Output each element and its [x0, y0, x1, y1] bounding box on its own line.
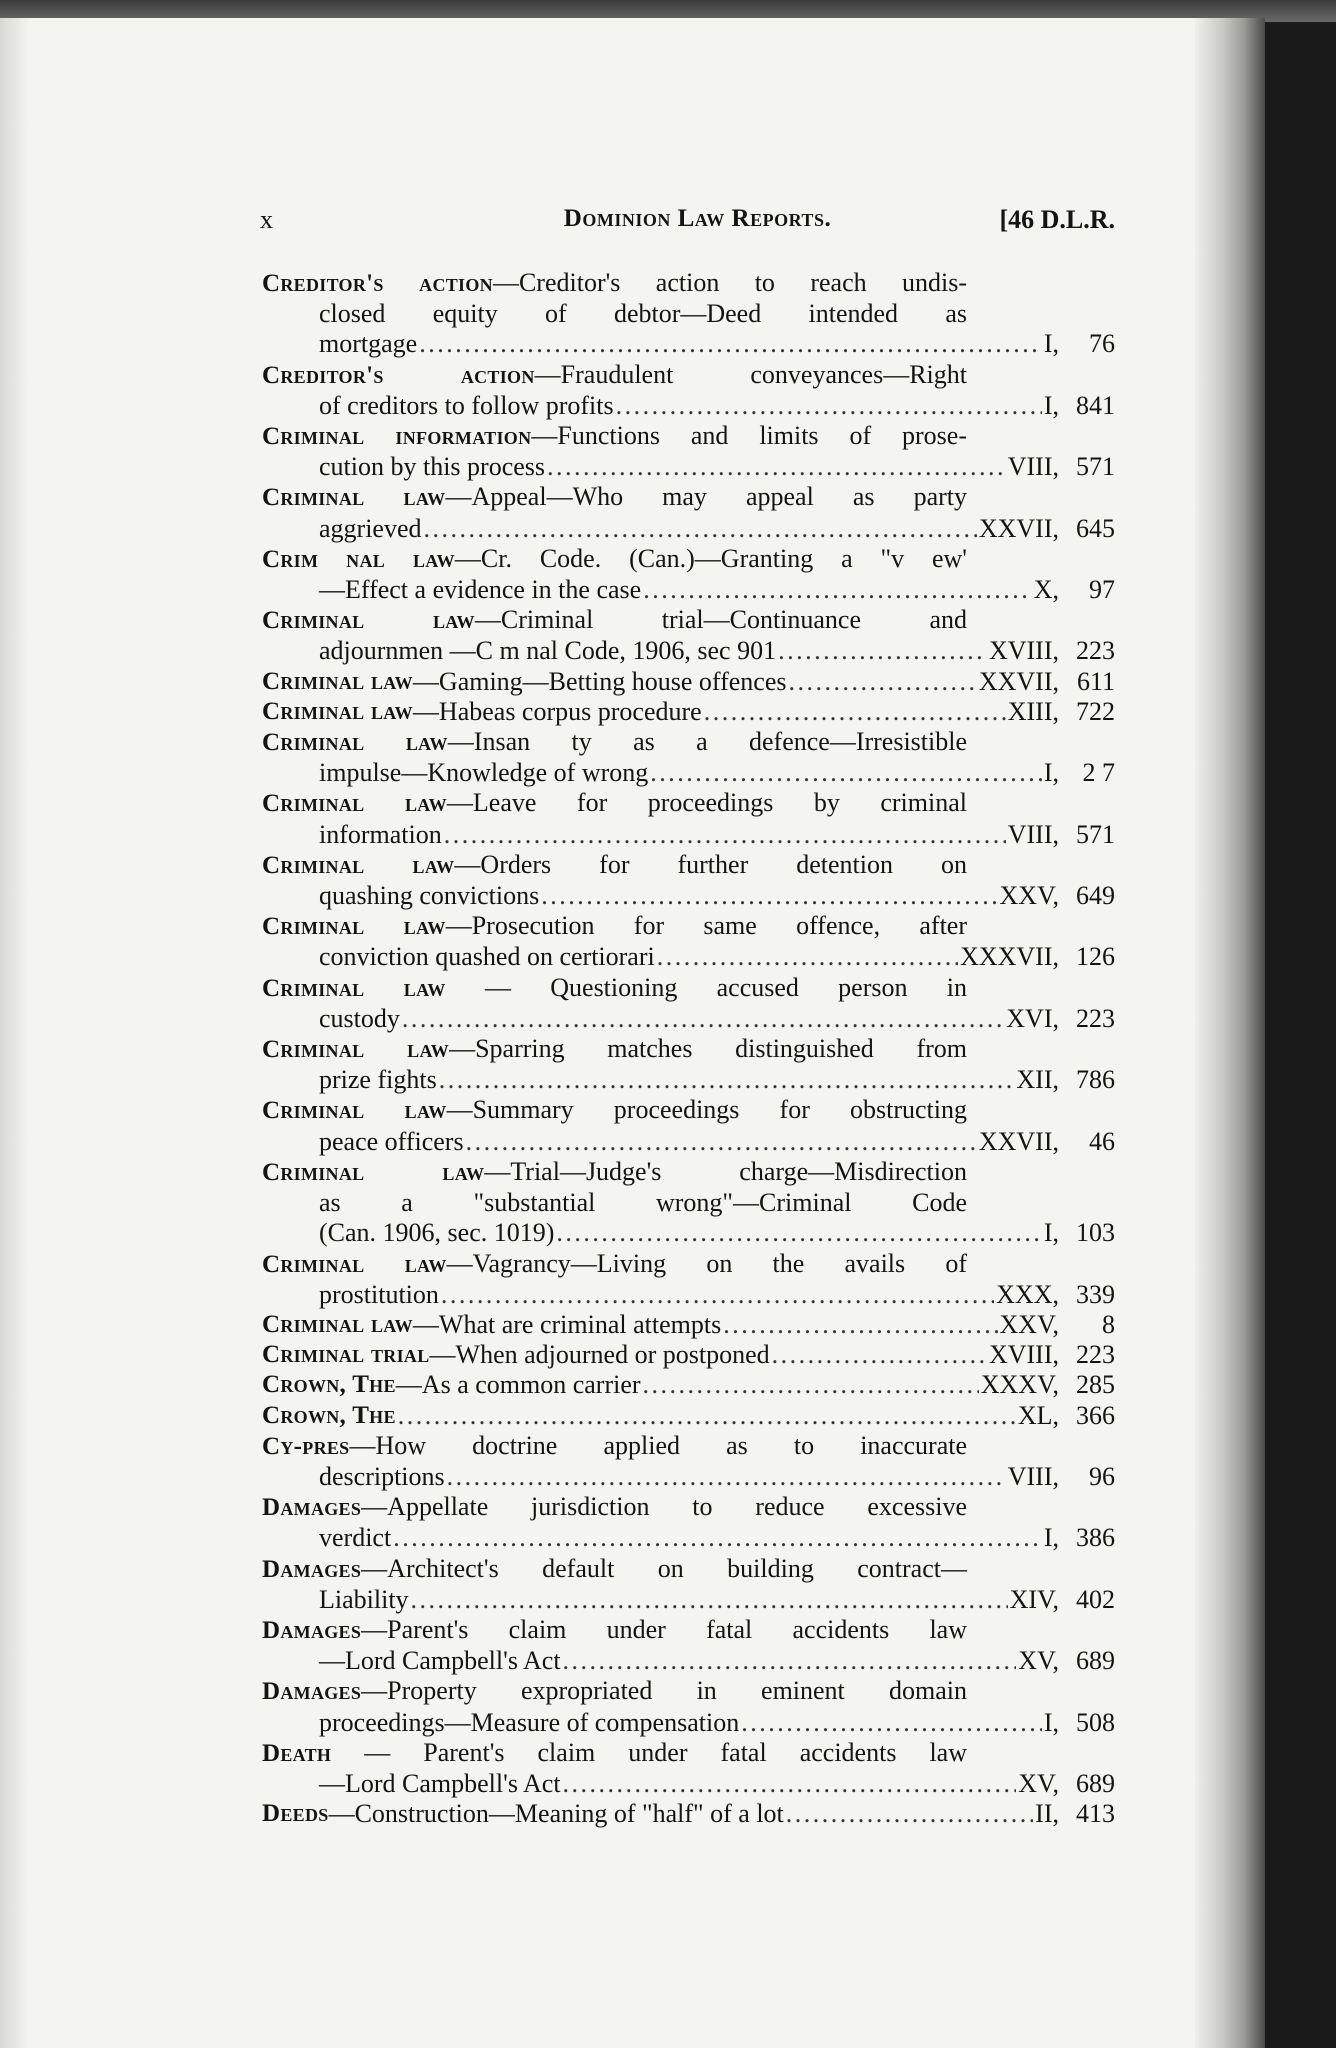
entry-line — [262, 299, 967, 329]
entry-last-line — [262, 758, 1115, 788]
dot-leader — [419, 329, 1042, 359]
entry-last-line — [262, 391, 1115, 421]
entry-text: —Parent's claim under fatal accidents law — [361, 1614, 967, 1644]
entry-text: mortgage — [319, 329, 418, 359]
entry-text: —Trial—Judge's charge—Misdirection — [484, 1156, 967, 1186]
entry-keyword: Criminal law — [262, 974, 446, 1002]
citation-volume: I, — [1043, 758, 1059, 788]
index-entry — [262, 1157, 1115, 1249]
dot-leader — [441, 1280, 994, 1310]
citation — [1008, 820, 1115, 850]
index-entry — [262, 268, 1115, 360]
entry-text: —Habeas corpus procedure — [412, 696, 702, 726]
entry-text: —Effect a evidence in the case — [319, 575, 642, 605]
citation-page: 413 — [1076, 1799, 1115, 1829]
index-entry — [262, 1615, 1115, 1676]
entry-last-line — [262, 1004, 1115, 1034]
entry-text: —Gaming—Betting house offences — [412, 666, 787, 696]
entry-last-line — [262, 1523, 1115, 1553]
entry-last-line — [262, 942, 1115, 972]
entry-text: —Orders for further detention on — [454, 849, 967, 879]
citation-volume: I, — [1043, 329, 1059, 359]
index-entry — [262, 1799, 1115, 1829]
citation-page: 649 — [1076, 881, 1115, 911]
entry-line — [262, 421, 967, 452]
citation — [979, 1127, 1115, 1157]
citation-page: 2 7 — [1082, 758, 1115, 788]
entry-keyword: Damages — [262, 1616, 362, 1644]
citation-volume: XL, — [1017, 1400, 1059, 1430]
entry-last-line — [262, 1799, 1115, 1829]
entry-line — [262, 788, 967, 819]
entry-line — [262, 727, 967, 758]
volume-reference: [46 D.L.R. — [999, 205, 1115, 234]
index-entry — [262, 544, 1115, 605]
entry-last-line — [262, 514, 1115, 544]
citation-volume: VIII, — [1007, 1461, 1059, 1491]
entry-keyword: Damages — [262, 1494, 362, 1522]
entry-last-line — [262, 1401, 1115, 1431]
entry-text: prostitution — [319, 1279, 439, 1309]
citation-volume: XVIII, — [988, 636, 1059, 666]
dot-leader — [657, 942, 958, 972]
entry-text: — Parent's claim under fatal accidents law — [331, 1737, 967, 1767]
entry-text: —Vagrancy—Living on the avails of — [446, 1248, 967, 1278]
citation — [1008, 452, 1115, 482]
index-entry — [262, 360, 1115, 421]
entry-line — [262, 850, 967, 881]
citation — [1035, 1799, 1115, 1829]
entry-keyword: Criminal law — [262, 729, 448, 757]
citation-page: 366 — [1076, 1400, 1115, 1430]
entry-keyword: Criminal information — [262, 423, 532, 451]
citation — [1018, 1769, 1115, 1799]
citation-volume: XVI, — [1006, 1003, 1059, 1033]
entry-text: closed equity of debtor—Deed intended as — [319, 299, 967, 329]
citation-page: 223 — [1076, 1003, 1115, 1033]
index-entry — [262, 1340, 1115, 1370]
citation-volume: XXVII, — [978, 513, 1059, 543]
citation — [1044, 758, 1115, 788]
dot-leader — [556, 1218, 1041, 1248]
entry-text: —Prosecution for same offence, after — [445, 911, 967, 941]
entry-keyword: Damages — [262, 1678, 362, 1706]
dot-leader — [439, 1065, 1015, 1095]
index-entry — [262, 1310, 1115, 1340]
citation-volume: I, — [1043, 1523, 1059, 1553]
entry-text: —Property expropriated in eminent domain — [361, 1676, 967, 1706]
entry-last-line — [262, 1462, 1115, 1492]
citation-volume: XXXV, — [980, 1370, 1059, 1400]
entry-keyword: Crown, The — [262, 1401, 396, 1429]
citation-page: 339 — [1076, 1279, 1115, 1309]
index-entry — [262, 605, 1115, 666]
entry-keyword: Criminal law — [262, 913, 446, 941]
entry-last-line — [262, 329, 1115, 359]
citation-page: 8 — [1102, 1309, 1115, 1339]
dot-leader — [563, 1769, 1017, 1799]
dot-leader — [393, 1523, 1042, 1553]
entry-text: prize fights — [319, 1065, 437, 1095]
dot-leader — [772, 1340, 987, 1370]
citation-volume: XV, — [1018, 1768, 1059, 1798]
citation-page: 786 — [1076, 1065, 1115, 1095]
entry-line — [262, 544, 967, 575]
citation — [1008, 697, 1115, 727]
entry-text: —Construction—Meaning of "half" of a lot — [328, 1799, 784, 1829]
entry-text: —Appellate jurisdiction to reduce excessive — [361, 1492, 967, 1522]
entry-last-line — [262, 667, 1115, 697]
citation — [979, 514, 1115, 544]
citation — [981, 1370, 1115, 1400]
entry-keyword: Criminal law — [262, 790, 447, 818]
dot-leader — [466, 1127, 977, 1157]
index-entry — [262, 788, 1115, 849]
citation-page: 223 — [1076, 636, 1115, 666]
index-entry — [262, 1676, 1115, 1737]
citation-volume: X, — [1033, 575, 1059, 605]
entry-text: quashing convictions — [319, 881, 540, 911]
index-entry — [262, 697, 1115, 727]
citation — [1018, 1401, 1115, 1431]
dot-leader — [541, 881, 997, 911]
index-entry — [262, 1431, 1115, 1492]
entry-text: aggrieved — [319, 513, 422, 543]
entry-keyword: Death — [262, 1739, 332, 1767]
index-entry — [262, 421, 1115, 482]
citation — [1044, 1708, 1115, 1738]
index-entry — [262, 1034, 1115, 1095]
entry-text: —Leave for proceedings by criminal — [446, 788, 967, 818]
dot-leader — [447, 1462, 1006, 1492]
entry-keyword: Criminal law — [262, 1250, 447, 1278]
dot-leader — [402, 1004, 1004, 1034]
dot-leader — [616, 391, 1042, 421]
citation — [1044, 1523, 1115, 1553]
page-gutter-shadow — [1195, 18, 1265, 2048]
citation-page: 97 — [1089, 575, 1115, 605]
index-entry — [262, 1095, 1115, 1156]
entry-last-line — [262, 697, 1115, 727]
entry-text: —Functions and limits of prose- — [531, 421, 968, 451]
citation-page: 96 — [1089, 1461, 1115, 1491]
entry-line — [262, 360, 967, 391]
citation-page: 508 — [1076, 1707, 1115, 1737]
index-entry — [262, 1401, 1115, 1431]
entry-line — [262, 1492, 967, 1523]
citation-page: 76 — [1089, 329, 1115, 359]
entry-line — [262, 605, 967, 636]
entry-last-line — [262, 452, 1115, 482]
entry-text: peace officers — [319, 1126, 464, 1156]
entry-text: descriptions — [319, 1461, 445, 1491]
entry-keyword: Criminal law — [262, 667, 413, 695]
entry-text: —As a common carrier — [395, 1370, 641, 1400]
entry-last-line — [262, 881, 1115, 911]
citation-page: 722 — [1076, 696, 1115, 726]
entry-text: —What are criminal attempts — [412, 1309, 722, 1339]
index-entry — [262, 1492, 1115, 1553]
citation-volume: XXVII, — [978, 1126, 1059, 1156]
citation-volume: XXX, — [996, 1279, 1059, 1309]
citation-page: 611 — [1076, 666, 1115, 696]
citation-volume: I, — [1043, 1218, 1059, 1248]
citation — [1044, 391, 1115, 421]
citation-page: 386 — [1076, 1523, 1115, 1553]
entry-line — [262, 1738, 967, 1769]
entry-text: adjournmen —C m nal Code, 1906, sec 901 — [319, 636, 777, 666]
citation-volume: XVIII, — [988, 1340, 1059, 1370]
citation — [989, 636, 1115, 666]
citation-page: 841 — [1076, 390, 1115, 420]
entry-line — [262, 1615, 967, 1646]
dot-leader — [547, 452, 1006, 482]
entry-last-line — [262, 1585, 1115, 1615]
entry-text: proceedings—Measure of compensation — [319, 1707, 740, 1737]
entry-text: —Lord Campbell's Act — [319, 1768, 561, 1798]
entry-last-line — [262, 1370, 1115, 1400]
entry-line — [262, 1554, 967, 1585]
index-entry — [262, 1738, 1115, 1799]
entry-text: (Can. 1906, sec. 1019) — [319, 1218, 555, 1248]
citation — [1044, 1218, 1115, 1248]
entry-last-line — [262, 1127, 1115, 1157]
citation-page: 689 — [1076, 1646, 1115, 1676]
entry-keyword: Creditor's action — [262, 270, 493, 297]
entry-text: —Insan ty as a defence—Irresistible — [447, 727, 968, 757]
citation — [989, 1340, 1115, 1370]
citation-page: 223 — [1076, 1340, 1115, 1370]
citation-page: 285 — [1076, 1370, 1115, 1400]
running-title: Dominion Law Reports. — [563, 205, 832, 232]
entry-line — [262, 482, 967, 513]
entry-text: custody — [319, 1003, 400, 1033]
index-entry — [262, 1370, 1115, 1400]
citation-volume: XXXVII, — [960, 942, 1059, 972]
citation-page: 571 — [1076, 452, 1115, 482]
page-number: x — [260, 205, 273, 234]
citation — [1034, 575, 1115, 605]
citation — [1016, 1065, 1115, 1095]
entry-keyword: Crim nal law — [262, 545, 455, 573]
entry-last-line — [262, 1280, 1115, 1310]
citation-page: 103 — [1076, 1218, 1115, 1248]
entry-text: —Sparring matches distinguished from — [449, 1034, 967, 1064]
entry-keyword: Criminal law — [262, 1097, 447, 1125]
entry-keyword: Criminal law — [262, 607, 475, 635]
entry-last-line — [262, 820, 1115, 850]
entry-line — [262, 268, 967, 299]
citation-page: 126 — [1076, 942, 1115, 972]
entry-last-line — [262, 1065, 1115, 1095]
citation — [1018, 1646, 1115, 1676]
entry-keyword: Criminal law — [262, 1036, 450, 1064]
entry-text: —Fraudulent conveyances—Right — [534, 359, 967, 389]
entry-keyword: Creditor's action — [262, 361, 535, 389]
index-entry — [262, 482, 1115, 543]
citation-volume: II, — [1035, 1799, 1059, 1829]
index-entry — [262, 727, 1115, 788]
dot-leader — [411, 1585, 1008, 1615]
page-header — [260, 205, 1115, 245]
index-list — [262, 268, 1115, 1829]
entry-text: of creditors to follow profits — [319, 390, 614, 420]
citation-volume: XIV, — [1009, 1584, 1059, 1614]
dot-leader — [563, 1646, 1017, 1676]
entry-keyword: Cy-pres — [262, 1432, 350, 1460]
entry-keyword: Criminal law — [262, 697, 413, 725]
entry-text: —Creditor's action to reach undis- — [492, 268, 967, 297]
citation-volume: VIII, — [1007, 452, 1059, 482]
entry-line — [262, 911, 967, 942]
citation — [979, 667, 1115, 697]
dot-leader — [786, 1799, 1033, 1829]
citation-page: 46 — [1089, 1126, 1115, 1156]
entry-last-line — [262, 1646, 1115, 1676]
citation — [1006, 1004, 1115, 1034]
entry-line — [262, 973, 967, 1004]
citation-page: 645 — [1076, 513, 1115, 543]
entry-keyword: Criminal law — [262, 1158, 485, 1186]
entry-text: information — [319, 819, 442, 849]
entry-last-line — [262, 636, 1115, 666]
citation-volume: XXVII, — [978, 666, 1059, 696]
dot-leader — [704, 697, 1006, 727]
dot-leader — [778, 636, 987, 666]
entry-text: — Questioning accused person in — [445, 972, 967, 1002]
index-entry — [262, 1249, 1115, 1310]
citation-volume: XV, — [1018, 1646, 1059, 1676]
entry-text: impulse—Knowledge of wrong — [319, 758, 649, 788]
entry-line — [262, 1157, 967, 1188]
entry-line — [262, 1431, 967, 1462]
entry-keyword: Criminal trial — [262, 1341, 430, 1369]
citation — [960, 942, 1115, 972]
dot-leader — [650, 758, 1042, 788]
entry-text: —Summary proceedings for obstructing — [446, 1095, 968, 1125]
index-entry — [262, 1554, 1115, 1615]
entry-text: —When adjourned or postponed — [429, 1340, 770, 1370]
entry-keyword: Criminal law — [262, 484, 446, 512]
entry-last-line — [262, 1769, 1115, 1799]
citation-volume: I, — [1043, 1707, 1059, 1737]
entry-keyword: Crown, The — [262, 1371, 396, 1399]
citation-volume: XXV, — [999, 1309, 1059, 1339]
citation — [1044, 329, 1115, 359]
dot-leader — [788, 667, 976, 697]
dot-leader — [444, 820, 1006, 850]
entry-text: —Cr. Code. (Can.)—Granting a "v ew' — [454, 543, 967, 573]
index-entry — [262, 850, 1115, 911]
dot-leader — [398, 1401, 1016, 1431]
dot-leader — [424, 514, 977, 544]
page-left-shadow — [0, 18, 30, 2048]
citation-page: 571 — [1076, 819, 1115, 849]
dot-leader — [741, 1708, 1042, 1738]
citation-volume: VIII, — [1007, 819, 1059, 849]
entry-text: —How doctrine applied as to inaccurate — [349, 1430, 967, 1460]
entry-line — [262, 1095, 967, 1126]
citation — [1000, 881, 1115, 911]
dot-leader — [723, 1310, 997, 1340]
entry-text: Liability — [319, 1584, 409, 1614]
citation — [1010, 1585, 1115, 1615]
entry-text: as a "substantial wrong"—Criminal Code — [319, 1188, 967, 1218]
entry-last-line — [262, 1218, 1115, 1248]
entry-last-line — [262, 1340, 1115, 1370]
entry-last-line — [262, 575, 1115, 605]
entry-text: —Criminal trial—Continuance and — [474, 605, 967, 635]
entry-text: conviction quashed on certiorari — [319, 942, 655, 972]
citation-page: 402 — [1076, 1584, 1115, 1614]
index-entry — [262, 973, 1115, 1034]
entry-keyword: Deeds — [262, 1800, 329, 1828]
citation — [1008, 1462, 1115, 1492]
entry-text: —Architect's default on building contract— — [361, 1553, 967, 1583]
dot-leader — [643, 575, 1032, 605]
citation-volume: XII, — [1016, 1065, 1059, 1095]
entry-last-line — [262, 1310, 1115, 1340]
entry-keyword: Criminal law — [262, 1310, 413, 1338]
entry-text: —Appeal—Who may appeal as party — [445, 482, 968, 512]
entry-keyword: Damages — [262, 1555, 362, 1583]
dot-leader — [643, 1370, 979, 1400]
citation — [996, 1280, 1115, 1310]
entry-text: —Lord Campbell's Act — [319, 1646, 561, 1676]
entry-keyword: Criminal law — [262, 851, 455, 879]
citation-volume: I, — [1043, 390, 1059, 420]
entry-line — [262, 1188, 967, 1218]
citation — [1000, 1310, 1115, 1340]
citation-volume: XXV, — [999, 881, 1059, 911]
citation-volume: XIII, — [1007, 696, 1059, 726]
entry-line — [262, 1676, 967, 1707]
index-entry — [262, 911, 1115, 972]
entry-line — [262, 1034, 967, 1065]
index-entry — [262, 667, 1115, 697]
entry-line — [262, 1249, 967, 1280]
citation-page: 689 — [1076, 1768, 1115, 1798]
entry-last-line — [262, 1708, 1115, 1738]
entry-text: cution by this process — [319, 452, 546, 482]
entry-text: verdict — [319, 1523, 392, 1553]
